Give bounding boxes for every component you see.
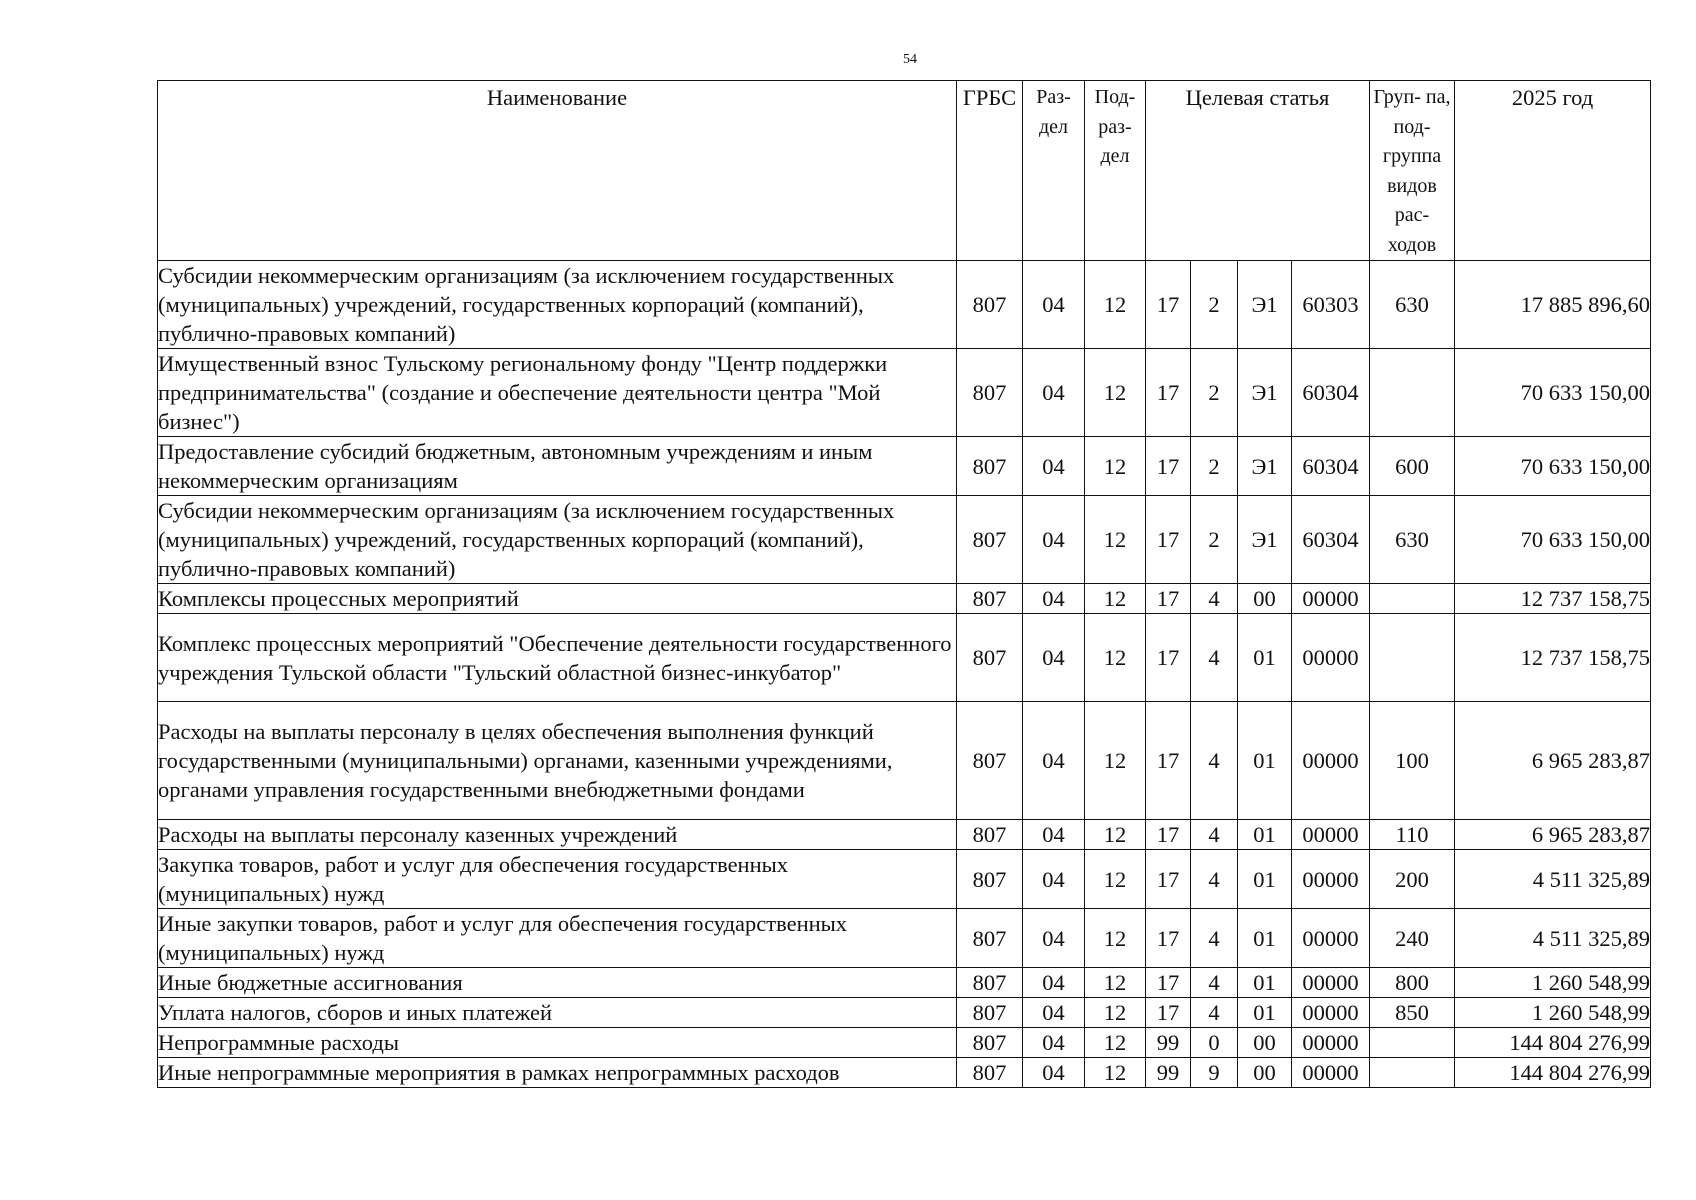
- target-type-cell: 4: [1191, 820, 1238, 850]
- target-type-cell: 2: [1191, 496, 1238, 584]
- target-structure-cell: Э1: [1238, 349, 1292, 437]
- row-name-cell: Уплата налогов, сборов и иных платежей: [158, 998, 957, 1028]
- target-program-cell: 17: [1146, 584, 1191, 614]
- amount-2025-cell: 4 511 325,89: [1455, 850, 1651, 909]
- expense-group-cell: 850: [1370, 998, 1455, 1028]
- target-direction-cell: 60303: [1292, 261, 1370, 349]
- expense-group-cell: 240: [1370, 909, 1455, 968]
- row-name-cell: Комплексы процессных мероприятий: [158, 584, 957, 614]
- target-structure-cell: 00: [1238, 1028, 1292, 1058]
- row-name-cell: Имущественный взнос Тульскому региональному фонду "Центр поддержки предпринимательства" (создание и обеспечение деятельности центра "Мой бизнес"): [158, 349, 957, 437]
- grbs-cell: 807: [957, 1058, 1023, 1088]
- target-direction-cell: 00000: [1292, 614, 1370, 702]
- target-type-cell: 9: [1191, 1058, 1238, 1088]
- expense-group-cell: 630: [1370, 496, 1455, 584]
- table-row: [158, 968, 1651, 998]
- podrazdel-cell: 12: [1085, 1028, 1146, 1058]
- target-structure-cell: 00: [1238, 1058, 1292, 1088]
- expense-group-cell: 100: [1370, 702, 1455, 820]
- row-name-cell: Иные непрограммные мероприятия в рамках непрограммных расходов: [158, 1058, 957, 1088]
- target-program-cell: 17: [1146, 820, 1191, 850]
- grbs-cell: 807: [957, 437, 1023, 496]
- grbs-cell: 807: [957, 968, 1023, 998]
- table-row: [158, 584, 1651, 614]
- table-row: [158, 850, 1651, 909]
- target-type-cell: 4: [1191, 702, 1238, 820]
- row-name-cell: Расходы на выплаты персоналу в целях обеспечения выполнения функций государственными (муниципальными) органами, казенными учреждениями, органами управления государственными внебюджетными фондами: [158, 702, 957, 820]
- table-row: [158, 437, 1651, 496]
- podrazdel-cell: 12: [1085, 968, 1146, 998]
- target-program-cell: 17: [1146, 261, 1191, 349]
- table-row: [158, 261, 1651, 349]
- header-podrazdel: Под- раз- дел: [1085, 81, 1146, 261]
- target-direction-cell: 00000: [1292, 1028, 1370, 1058]
- row-name-cell: Субсидии некоммерческим организациям (за исключением государственных (муниципальных) учреждений, государственных корпораций (компаний), публично-правовых компаний): [158, 261, 957, 349]
- target-direction-cell: 00000: [1292, 968, 1370, 998]
- header-razdel: Раз- дел: [1023, 81, 1085, 261]
- table-row: [158, 496, 1651, 584]
- grbs-cell: 807: [957, 584, 1023, 614]
- grbs-cell: 807: [957, 909, 1023, 968]
- target-type-cell: 4: [1191, 998, 1238, 1028]
- razdel-cell: 04: [1023, 584, 1085, 614]
- razdel-cell: 04: [1023, 437, 1085, 496]
- razdel-cell: 04: [1023, 496, 1085, 584]
- razdel-cell: 04: [1023, 820, 1085, 850]
- target-program-cell: 17: [1146, 614, 1191, 702]
- row-name-cell: Непрограммные расходы: [158, 1028, 957, 1058]
- target-structure-cell: Э1: [1238, 437, 1292, 496]
- table-header-row: [158, 81, 1651, 261]
- table-row: [158, 1028, 1651, 1058]
- target-program-cell: 17: [1146, 702, 1191, 820]
- podrazdel-cell: 12: [1085, 998, 1146, 1028]
- target-program-cell: 17: [1146, 850, 1191, 909]
- target-type-cell: 0: [1191, 1028, 1238, 1058]
- podrazdel-cell: 12: [1085, 261, 1146, 349]
- grbs-cell: 807: [957, 820, 1023, 850]
- target-program-cell: 99: [1146, 1058, 1191, 1088]
- target-structure-cell: 01: [1238, 614, 1292, 702]
- target-type-cell: 4: [1191, 850, 1238, 909]
- target-program-cell: 17: [1146, 968, 1191, 998]
- expense-group-cell: [1370, 614, 1455, 702]
- header-name: Наименование: [158, 81, 957, 261]
- razdel-cell: 04: [1023, 261, 1085, 349]
- row-name-cell: Закупка товаров, работ и услуг для обеспечения государственных (муниципальных) нужд: [158, 850, 957, 909]
- grbs-cell: 807: [957, 998, 1023, 1028]
- table-row: [158, 998, 1651, 1028]
- row-name-cell: Иные бюджетные ассигнования: [158, 968, 957, 998]
- header-year-2025: 2025 год: [1455, 81, 1651, 261]
- row-name-cell: Иные закупки товаров, работ и услуг для обеспечения государственных (муниципальных) нужд: [158, 909, 957, 968]
- target-type-cell: 4: [1191, 968, 1238, 998]
- table-row: [158, 349, 1651, 437]
- target-type-cell: 4: [1191, 909, 1238, 968]
- table-row: [158, 614, 1651, 702]
- razdel-cell: 04: [1023, 968, 1085, 998]
- row-name-cell: Субсидии некоммерческим организациям (за исключением государственных (муниципальных) учреждений, государственных корпораций (компаний), публично-правовых компаний): [158, 496, 957, 584]
- table-row: [158, 1058, 1651, 1088]
- amount-2025-cell: 70 633 150,00: [1455, 349, 1651, 437]
- amount-2025-cell: 12 737 158,75: [1455, 584, 1651, 614]
- target-direction-cell: 00000: [1292, 820, 1370, 850]
- row-name-cell: Комплекс процессных мероприятий "Обеспечение деятельности государственного учреждения Тульской области "Тульский областной бизнес-инкубатор": [158, 614, 957, 702]
- expense-group-cell: 800: [1370, 968, 1455, 998]
- target-direction-cell: 00000: [1292, 584, 1370, 614]
- grbs-cell: 807: [957, 496, 1023, 584]
- target-program-cell: 17: [1146, 909, 1191, 968]
- header-expense-group: Груп- па, под- группа видов рас- ходов: [1370, 81, 1455, 261]
- grbs-cell: 807: [957, 261, 1023, 349]
- table-row: [158, 820, 1651, 850]
- target-program-cell: 17: [1146, 437, 1191, 496]
- target-structure-cell: 01: [1238, 850, 1292, 909]
- header-target-article: Целевая статья: [1146, 81, 1370, 261]
- podrazdel-cell: 12: [1085, 437, 1146, 496]
- amount-2025-cell: 6 965 283,87: [1455, 820, 1651, 850]
- expense-group-cell: 600: [1370, 437, 1455, 496]
- razdel-cell: 04: [1023, 702, 1085, 820]
- podrazdel-cell: 12: [1085, 614, 1146, 702]
- target-structure-cell: 01: [1238, 968, 1292, 998]
- podrazdel-cell: 12: [1085, 850, 1146, 909]
- razdel-cell: 04: [1023, 850, 1085, 909]
- razdel-cell: 04: [1023, 909, 1085, 968]
- header-grbs: ГРБС: [957, 81, 1023, 261]
- target-direction-cell: 60304: [1292, 349, 1370, 437]
- target-direction-cell: 00000: [1292, 1058, 1370, 1088]
- podrazdel-cell: 12: [1085, 702, 1146, 820]
- razdel-cell: 04: [1023, 614, 1085, 702]
- target-type-cell: 2: [1191, 261, 1238, 349]
- target-program-cell: 99: [1146, 1028, 1191, 1058]
- razdel-cell: 04: [1023, 1058, 1085, 1088]
- amount-2025-cell: 70 633 150,00: [1455, 496, 1651, 584]
- amount-2025-cell: 4 511 325,89: [1455, 909, 1651, 968]
- grbs-cell: 807: [957, 614, 1023, 702]
- podrazdel-cell: 12: [1085, 909, 1146, 968]
- expense-group-cell: 110: [1370, 820, 1455, 850]
- podrazdel-cell: 12: [1085, 820, 1146, 850]
- amount-2025-cell: 1 260 548,99: [1455, 998, 1651, 1028]
- table-row: [158, 702, 1651, 820]
- podrazdel-cell: 12: [1085, 496, 1146, 584]
- target-direction-cell: 00000: [1292, 702, 1370, 820]
- target-structure-cell: 01: [1238, 702, 1292, 820]
- target-type-cell: 4: [1191, 584, 1238, 614]
- expense-group-cell: [1370, 349, 1455, 437]
- podrazdel-cell: 12: [1085, 349, 1146, 437]
- row-name-cell: Расходы на выплаты персоналу казенных учреждений: [158, 820, 957, 850]
- expense-group-cell: 630: [1370, 261, 1455, 349]
- target-type-cell: 4: [1191, 614, 1238, 702]
- target-direction-cell: 60304: [1292, 496, 1370, 584]
- razdel-cell: 04: [1023, 349, 1085, 437]
- budget-table: [157, 80, 1651, 1088]
- target-direction-cell: 00000: [1292, 909, 1370, 968]
- amount-2025-cell: 12 737 158,75: [1455, 614, 1651, 702]
- target-structure-cell: Э1: [1238, 261, 1292, 349]
- target-direction-cell: 60304: [1292, 437, 1370, 496]
- grbs-cell: 807: [957, 702, 1023, 820]
- target-structure-cell: 01: [1238, 998, 1292, 1028]
- amount-2025-cell: 70 633 150,00: [1455, 437, 1651, 496]
- target-structure-cell: Э1: [1238, 496, 1292, 584]
- razdel-cell: 04: [1023, 998, 1085, 1028]
- target-structure-cell: 01: [1238, 820, 1292, 850]
- razdel-cell: 04: [1023, 1028, 1085, 1058]
- amount-2025-cell: 144 804 276,99: [1455, 1028, 1651, 1058]
- target-direction-cell: 00000: [1292, 998, 1370, 1028]
- target-type-cell: 2: [1191, 437, 1238, 496]
- amount-2025-cell: 144 804 276,99: [1455, 1058, 1651, 1088]
- table-row: [158, 909, 1651, 968]
- expense-group-cell: [1370, 1058, 1455, 1088]
- expense-group-cell: [1370, 1028, 1455, 1058]
- page-number: 54: [903, 52, 917, 67]
- target-program-cell: 17: [1146, 496, 1191, 584]
- grbs-cell: 807: [957, 349, 1023, 437]
- amount-2025-cell: 6 965 283,87: [1455, 702, 1651, 820]
- target-type-cell: 2: [1191, 349, 1238, 437]
- grbs-cell: 807: [957, 1028, 1023, 1058]
- podrazdel-cell: 12: [1085, 1058, 1146, 1088]
- target-structure-cell: 00: [1238, 584, 1292, 614]
- target-program-cell: 17: [1146, 349, 1191, 437]
- row-name-cell: Предоставление субсидий бюджетным, автономным учреждениям и иным некоммерческим организациям: [158, 437, 957, 496]
- expense-group-cell: [1370, 584, 1455, 614]
- target-structure-cell: 01: [1238, 909, 1292, 968]
- target-program-cell: 17: [1146, 998, 1191, 1028]
- amount-2025-cell: 1 260 548,99: [1455, 968, 1651, 998]
- target-direction-cell: 00000: [1292, 850, 1370, 909]
- amount-2025-cell: 17 885 896,60: [1455, 261, 1651, 349]
- podrazdel-cell: 12: [1085, 584, 1146, 614]
- expense-group-cell: 200: [1370, 850, 1455, 909]
- grbs-cell: 807: [957, 850, 1023, 909]
